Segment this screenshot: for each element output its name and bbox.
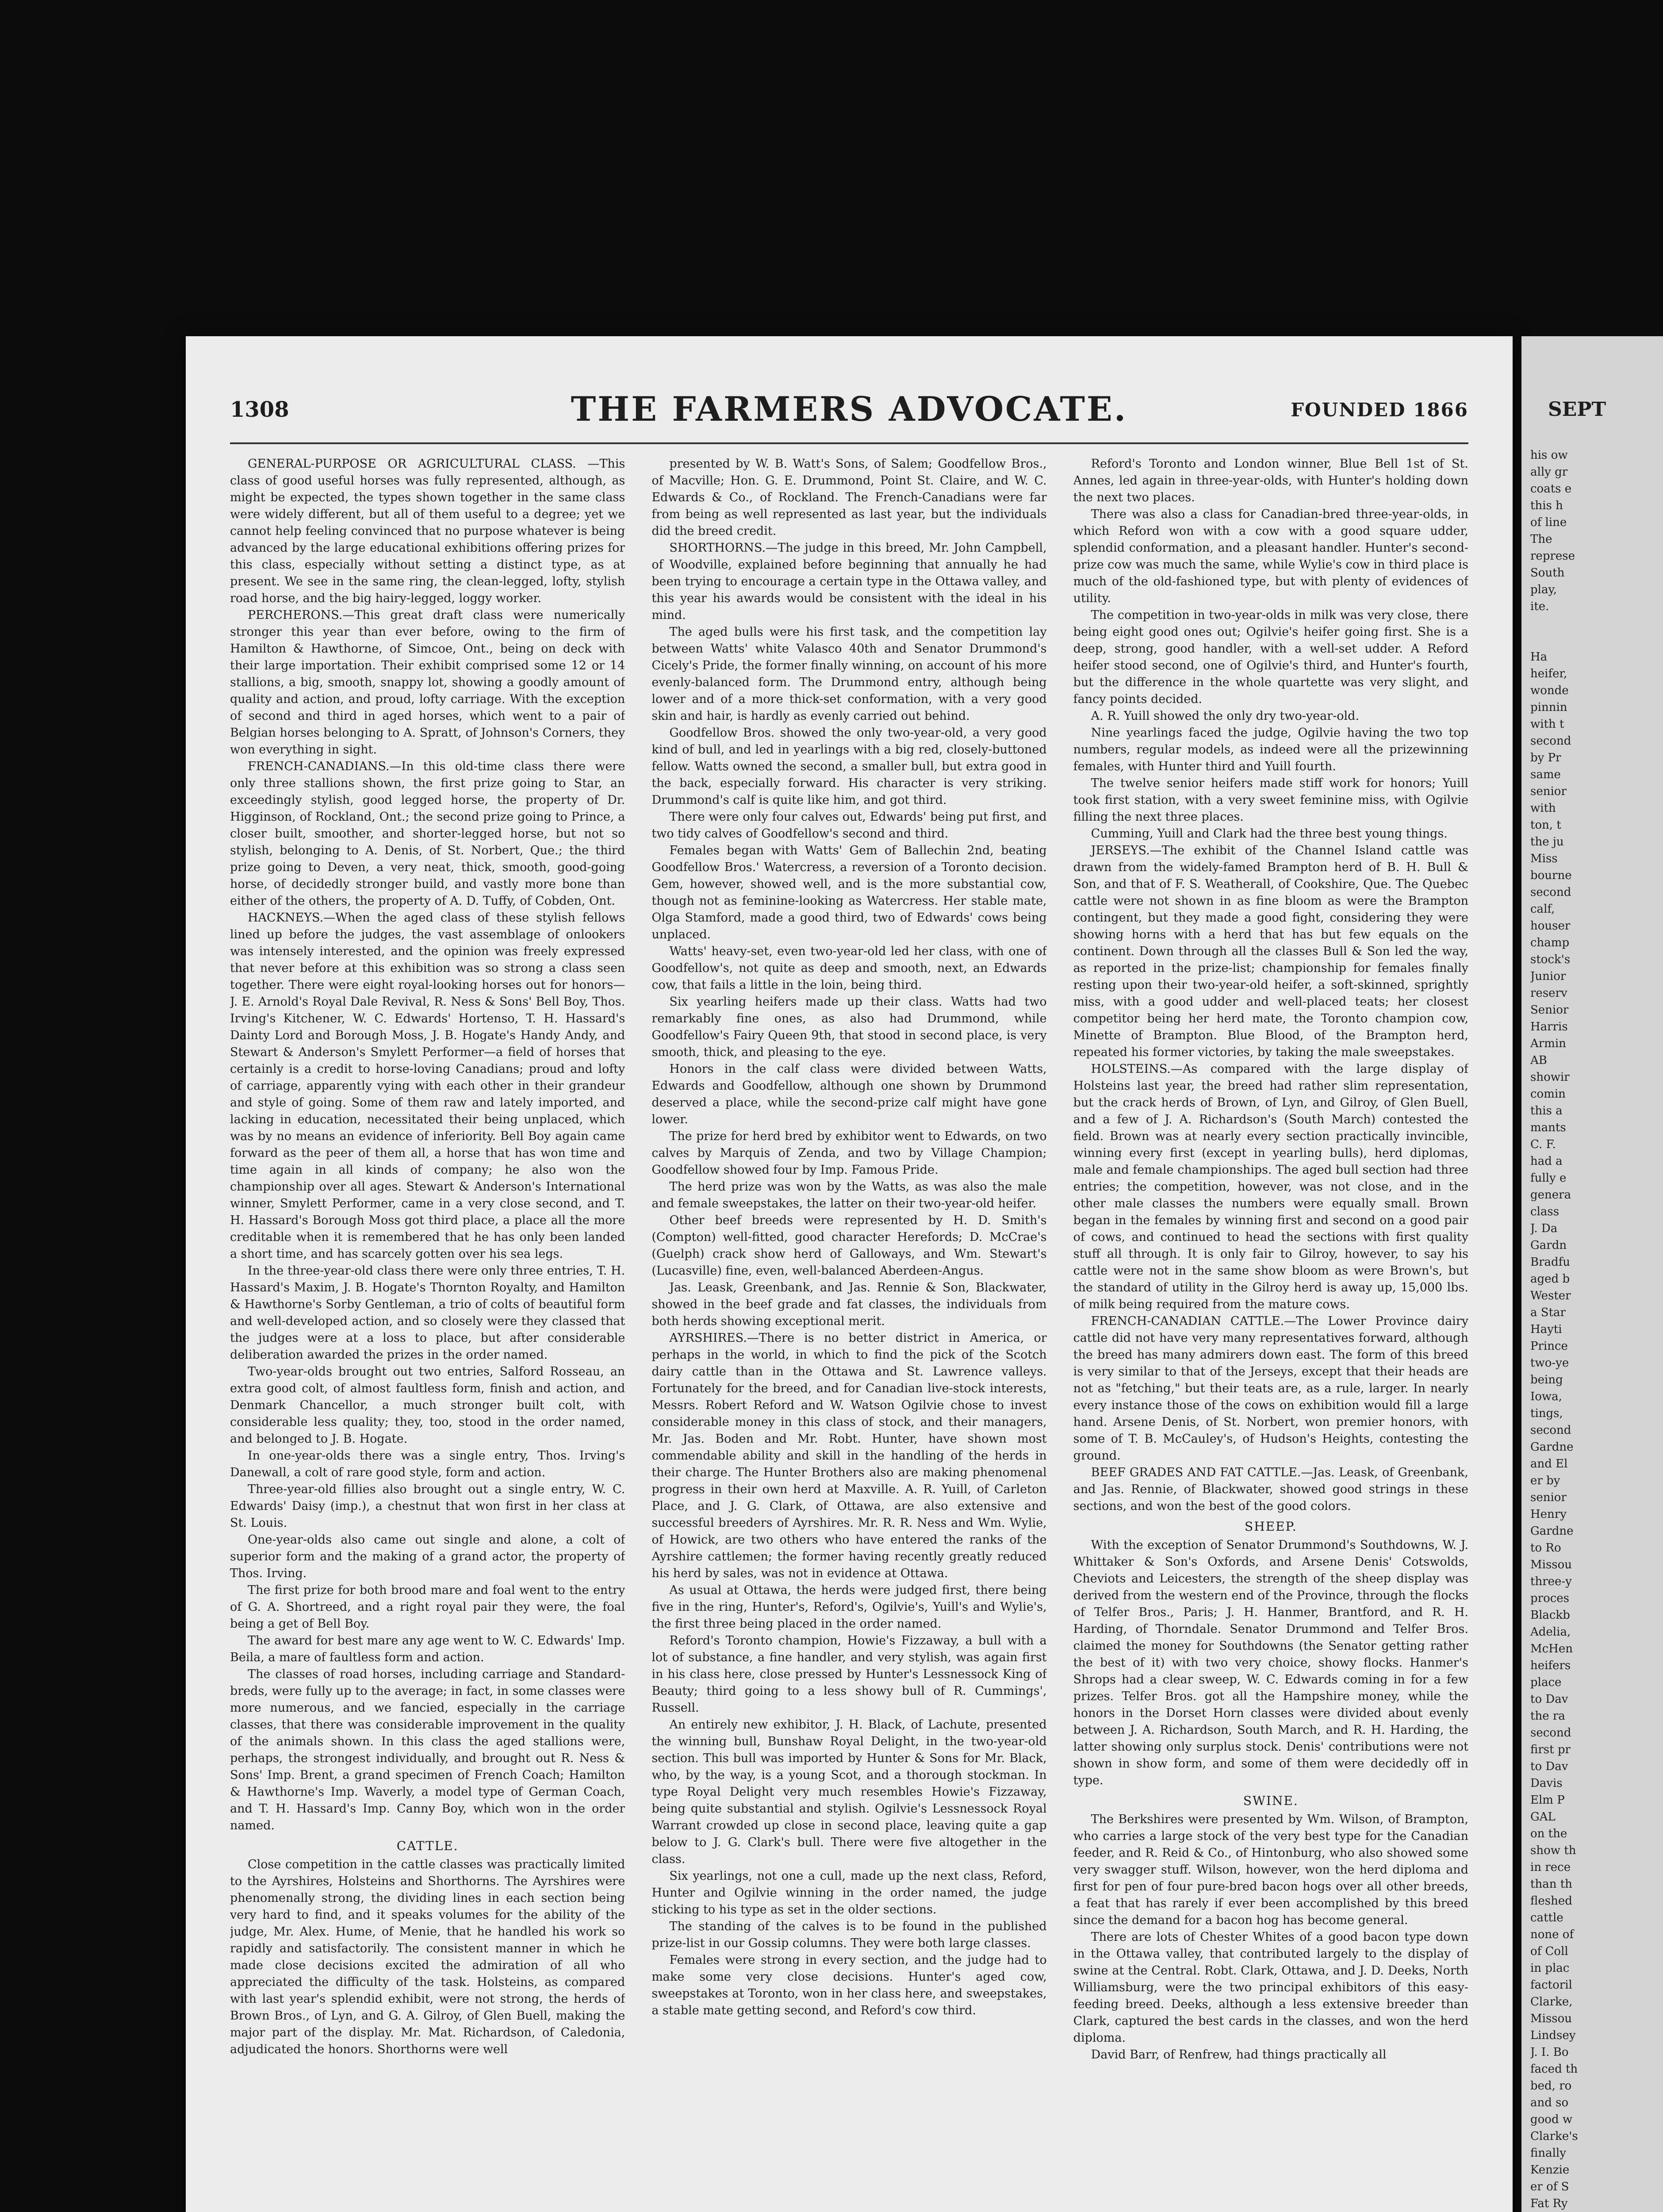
paragraph: HACKNEYS.—When the aged class of these stylish fellows lined up before the judges, the vast assemblage of onlookers was intensely interested, and the opinion was freely expressed that never before at this exhibition was so strong a class seen together. There were eight royal-looking horses out for honors—J. E. Arnold's Royal Dale Revival, R. Ness & Sons' Bell Boy, Thos. Irving's Kitchener, W. C. Edwards' Hortenso, T. H. Hassard's Dainty Lord and Borough Moss, J. B. Hogate's Handy Andy, and Stewart & Anderson's Smylett Performer—a field of horses that certainly is a credit to horse-loving Canadians; proud and lofty of carriage, apparently vying with each other in their grandeur and style of going. Some of them raw and lately imported, and lacking in education, necessitated their being unplaced, which was by no means an evidence of inferiority. Bell Boy again came forward as the peer of them all, a horse that has won time and time again in all kinds of company; he also won the championship over all ages. Stewart & Anderson's International winner, Smylett Performer, came in a very close second, and T. H. Hassard's Borough Moss got third place, a place all the more creditable when it is remembered that he has only been landed a short time, and has scarcely gotten over his sea legs. — [230, 911, 625, 1261]
adjacent-line: cattle — [1530, 1911, 1563, 1924]
paragraph: The prize for herd bred by exhibitor went to Edwards, on two calves by Marquis of Zenda, and two by Village Champion; Goodfellow showed four by Imp. Famous Pride. — [651, 1129, 1047, 1177]
paragraph: Watts' heavy-set, even two-year-old led her class, with one of Goodfellow's, not quite as deep and smooth, next, an Edwards cow, that fails a little in the loin, being third. — [651, 945, 1047, 992]
adjacent-line: mants — [1530, 1121, 1566, 1134]
adjacent-line: being — [1530, 1373, 1563, 1386]
adjacent-line: Gardne — [1530, 1440, 1574, 1454]
paragraph: Cumming, Yuill and Clark had the three best young things. — [1091, 827, 1448, 841]
adjacent-line: Missou — [1530, 2012, 1572, 2025]
founded-line: FOUNDED 1866 — [1291, 399, 1468, 421]
paragraph: The first prize for both brood mare and foal went to the entry of G. A. Shortreed, and a right royal pair they were, the foal being a get of Bell Boy. — [230, 1583, 625, 1631]
adjacent-line: Gardne — [1530, 1525, 1574, 1538]
paragraph: Reford's Toronto champion, Howie's Fizzaway, a bull with a lot of substance, a fine handler, and very stylish, was again first in his class here, close pressed by Hunter's Lessnessock King of Beauty; third going to a less showy bull of R. Cummings', Russell. — [651, 1634, 1047, 1715]
adjacent-line: Elm P — [1530, 1793, 1565, 1807]
paragraph: The Berkshires were presented by Wm. Wilson, of Brampton, who carries a large stock of the very best type for the Canadian feeder, and R. Reid & Co., of Hintonburg, who also showed some very swagger stuff. Wilson, however, won the herd diploma and first for pen of four pure-bred bacon hogs over all other breeds, a feat that has rarely if ever been accomplished by this breed since the demand for a bacon hog has become general. — [1073, 1813, 1468, 1927]
paragraph: Nine yearlings faced the judge, Ogilvie having the two top numbers, regular models, as indeed were all the prizewinning females, with Hunter third and Yuill fourth. — [1073, 726, 1468, 773]
adjacent-line: Bradfu — [1530, 1256, 1571, 1269]
adjacent-line: Henry — [1530, 1508, 1567, 1521]
masthead: THE FARMERS ADVOCATE. — [571, 389, 1128, 429]
adjacent-line: pinnin — [1530, 701, 1567, 714]
adjacent-line: houser — [1530, 919, 1571, 933]
adjacent-line: Prince — [1530, 1340, 1568, 1353]
adjacent-line: by Pr — [1530, 751, 1561, 764]
adjacent-line: a Star — [1530, 1306, 1566, 1319]
adjacent-line: comin — [1530, 1087, 1566, 1101]
section-heading: CATTLE. — [396, 1839, 459, 1853]
paragraph: FRENCH-CANADIAN CATTLE.—The Lower Province dairy cattle did not have very many representatives forward, although the breed has many admirers down east. The form of this breed is very similar to that of the Jerseys, except that their heads are not as "fetching," but their teats are, as a rule, larger. In nearly every instance those of the cows on exhibition would fill a large hand. Arsene Denis, of St. Norbert, won premier honors, with some of T. B. McCauley's, of Hudson's Heights, contesting the ground. — [1073, 1314, 1468, 1463]
section-heading: SWINE. — [1243, 1793, 1299, 1808]
adjacent-line: reserv — [1530, 987, 1567, 1000]
adjacent-line: bed, ro — [1530, 2079, 1572, 2093]
adjacent-page-text — [1530, 447, 1663, 2212]
paragraph: There are lots of Chester Whites of a good bacon type down in the Ottawa valley, that contributed largely to the display of swine at the Central. Robt. Clark, Ottawa, and J. D. Deeks, North Williamsburg, were the two principal exhibitors of this easy-feeding breed. Deeks, although a less extensive breeder than Clark, captured the best cards in the classes, and won the herd diploma. — [1073, 1930, 1468, 2045]
adjacent-line: three-y — [1530, 1575, 1572, 1588]
paragraph: David Barr, of Renfrew, had things practically all — [1091, 2048, 1387, 2062]
adjacent-line: factoril — [1530, 1978, 1572, 1992]
adjacent-line: and El — [1530, 1457, 1568, 1471]
adjacent-line — [1530, 632, 1663, 649]
adjacent-line: senior — [1530, 1491, 1567, 1504]
adjacent-line: stock's — [1530, 953, 1571, 966]
adjacent-line: Adelia, — [1530, 1625, 1571, 1639]
paragraph: The twelve senior heifers made stiff work for honors; Yuill took first station, with a very sweet feminine miss, with Ogilvie filling the next three places. — [1073, 776, 1468, 824]
adjacent-line: finally — [1530, 2147, 1566, 2160]
adjacent-line: the ra — [1530, 1709, 1565, 1723]
column-3 — [1073, 456, 1468, 2212]
adjacent-line: same — [1530, 768, 1561, 781]
article-columns — [230, 456, 1468, 2212]
adjacent-line: on the — [1530, 1827, 1567, 1840]
adjacent-line: in plac — [1530, 1962, 1570, 1975]
adjacent-line: play, — [1530, 583, 1557, 596]
adjacent-line: and so — [1530, 2096, 1569, 2109]
paragraph: GENERAL-PURPOSE OR AGRICULTURAL CLASS. —This class of good useful horses was fully represented, although, as might be expected, the types shown together in the same class were widely different, but all of them useful to a degree; yet we cannot help feeling convinced that no purpose whatever is being advanced by the large educational exhibitions offering prizes for this class, especially without setting a distinct type, as at present. We see in the same ring, the clean-legged, lofty, stylish road horse, and the big hairy-legged, loggy worker. — [230, 457, 625, 605]
adjacent-line: this h — [1530, 499, 1563, 512]
adjacent-line: Missou — [1530, 1558, 1572, 1571]
adjacent-line: none of — [1530, 1928, 1574, 1941]
adjacent-line: to Ro — [1530, 1541, 1561, 1555]
adjacent-line: wonde — [1530, 684, 1569, 697]
adjacent-line: show th — [1530, 1844, 1576, 1857]
adjacent-line: second — [1530, 1726, 1571, 1740]
adjacent-line: this a — [1530, 1104, 1563, 1118]
paragraph: Close competition in the cattle classes was practically limited to the Ayrshires, Holsteins and Shorthorns. The Ayrshires were phenomenally strong, the dividing lines in each section being very hard to find, and it speaks volumes for the ability of the judge, Mr. Alex. Hume, of Menie, that he handled his work so rapidly and satisfactorily. The consistent manner in which he made close decisions excited the admiration of all who appreciated the difficulty of the task. Holsteins, as compared with last year's splendid exhibit, were not strong, the herds of Brown Bros., of Lyn, and G. A. Gilroy, of Glen Buell, making the major part of the display. Mr. Mat. Richardson, of Caledonia, adjudicated the honors. Shorthorns were well — [230, 1858, 625, 2056]
adjacent-line: to Dav — [1530, 1693, 1568, 1706]
column-1 — [230, 456, 625, 2212]
adjacent-line: proces — [1530, 1592, 1570, 1605]
paragraph: The standing of the calves is to be found in the published prize-list in our Gossip columns. They were both large classes. — [651, 1920, 1047, 1950]
adjacent-line: Clarke's — [1530, 2130, 1578, 2143]
adjacent-line: ite. — [1530, 600, 1549, 613]
paragraph: PERCHERONS.—This great draft class were numerically stronger this year than ever before, owing to the firm of Hamilton & Hawthorne, of Simcoe, Ont., being on deck with their large importation. Their exhibit comprised some 12 or 14 stallions, a big, smooth, snappy lot, showing a goodly amount of quality and action, and proud, lofty carriage. With the exception of second and third in aged horses, which went to a pair of Belgian horses belonging to A. Spratt, of Johnson's Corners, they won everything in sight. — [230, 608, 625, 757]
adjacent-line: second — [1530, 886, 1571, 899]
adjacent-line: with t — [1530, 718, 1564, 731]
adjacent-line: Blackb — [1530, 1609, 1570, 1622]
paragraph: There were only four calves out, Edwards' being put first, and two tidy calves of Goodfellow's second and third. — [651, 810, 1047, 841]
paragraph: As usual at Ottawa, the herds were judged first, there being five in the ring, Hunter's, Reford's, Ogilvie's, Yuill's and Wylie's, the first three being placed in the order named. — [651, 1583, 1047, 1631]
adjacent-line: Armin — [1530, 1037, 1566, 1050]
adjacent-line: Gardn — [1530, 1239, 1567, 1252]
adjacent-line: class — [1530, 1205, 1560, 1218]
adjacent-line: J. I. Bo — [1530, 2046, 1569, 2059]
adjacent-line: Junior — [1530, 970, 1566, 983]
adjacent-line: Harris — [1530, 1020, 1568, 1033]
adjacent-line: of Coll — [1530, 1945, 1568, 1958]
paragraph: Honors in the calf class were divided between Watts, Edwards and Goodfellow, although one shown by Drummond deserved a place, while the second-prize calf might have gone lower. — [651, 1062, 1047, 1126]
paragraph: Reford's Toronto and London winner, Blue Bell 1st of St. Annes, led again in three-year-olds, with Hunter's holding down the next two places. — [1073, 457, 1468, 504]
adjacent-line: than th — [1530, 1878, 1572, 1891]
paragraph: With the exception of Senator Drummond's Southdowns, W. J. Whittaker & Son's Oxfords, and Arsene Denis' Cotswolds, Cheviots and Leicesters, the strength of the sheep display was derived from the western end of the Province, through the flocks of Telfer Bros., Paris; J. H. Hanmer, Brantford, and R. H. Harding, of Thorndale. Senator Drummond and Telfer Bros. claimed the money for Southdowns (the Senator getting rather the best of it) with two very choice, showy flocks. Hanmer's Shrops had a clear sweep, W. C. Edwards coming in for a few prizes. Telfer Bros. got all the Hampshire money, while the honors in the Dorset Horn classes were divided about evenly between J. A. Richardson, South March, and R. H. Harding, the latter showing only surplus stock. Denis' contributions were not shown in show form, and some of them were decidedly off in type. — [1073, 1538, 1468, 1787]
adjacent-line: er by — [1530, 1474, 1560, 1487]
adjacent-line: fleshed — [1530, 1894, 1572, 1908]
adjacent-line: with — [1530, 802, 1556, 815]
adjacent-line: C. F. — [1530, 1138, 1556, 1151]
adjacent-line: place — [1530, 1676, 1562, 1689]
paragraph: An entirely new exhibitor, J. H. Black, of Lachute, presented the winning bull, Bunshaw Royal Delight, in the two-year-old section. This bull was imported by Hunter & Sons for Mr. Black, who, by the way, is a young Scot, and a thorough stockman. In type Royal Delight very much resembles Howie's Fizzaway, being quite substantial and stylish. Ogilvie's Lessnessock Royal Warrant crowded up close in second place, leaving quite a gap below to J. G. Clark's bull. There were five altogether in the class. — [651, 1718, 1047, 1866]
adjacent-line: AB — [1530, 1054, 1547, 1067]
adjacent-line: The — [1530, 533, 1552, 546]
paragraph: Jas. Leask, Greenbank, and Jas. Rennie & Son, Blackwater, showed in the beef grade and fat classes, the individuals from both herds showing exceptional merit. — [651, 1281, 1047, 1328]
paragraph: Other beef breeds were represented by H. D. Smith's (Compton) well-fitted, good character Herefords; D. McCrae's (Guelph) crack show herd of Galloways, and Wm. Stewart's (Lucasville) fine, even, well-balanced Aberdeen-Angus. — [651, 1214, 1047, 1278]
adjacent-line: Kenzie — [1530, 2163, 1570, 2177]
adjacent-line: two-ye — [1530, 1356, 1569, 1370]
paragraph: Six yearling heifers made up their class. Watts had two remarkably fine ones, as also had Drummond, while Goodfellow's Fairy Queen 9th, that stood in second place, is very smooth, thick, and pleasing to the eye. — [651, 995, 1047, 1059]
paragraph: The competition in two-year-olds in milk was very close, there being eight good ones out; Ogilvie's heifer going first. She is a deep, strong, good handler, with a well-set udder. A Reford heifer stood second, one of Ogilvie's third, and Hunter's fourth, but the difference in the whole quartette was very slight, and fancy points decided. — [1073, 608, 1468, 706]
adjacent-line: McHen — [1530, 1642, 1573, 1655]
adjacent-line: calf, — [1530, 902, 1555, 916]
page-number: 1308 — [230, 397, 289, 422]
adjacent-line: showir — [1530, 1071, 1570, 1084]
paragraph: SHORTHORNS.—The judge in this breed, Mr. John Campbell, of Woodville, explained before beginning that annually he had been trying to encourage a certain type in the Ottawa valley, and this year his awards would be consistent with the ideal in his mind. — [651, 541, 1047, 622]
page-header — [230, 389, 1468, 442]
adjacent-line: heifers — [1530, 1659, 1571, 1672]
adjacent-line: senior — [1530, 785, 1567, 798]
adjacent-line: in rece — [1530, 1861, 1571, 1874]
adjacent-line: Hayti — [1530, 1323, 1562, 1336]
adjacent-line: Fat Ry — [1530, 2197, 1568, 2210]
paragraph: The classes of road horses, including carriage and Standard-breds, were fully up to the average; in fact, in some classes were more numerous, and we fancied, especially in the carriage classes, that there was considerable improvement in the quality of the animals shown. In this class the aged stallions were, perhaps, the strongest individually, and brought out R. Ness & Sons' Imp. Brent, a grand specimen of French Coach; Hamilton & Hawthorne's Imp. Waverly, a model type of German Coach, and T. H. Hassard's Imp. Canny Boy, which won in the order named. — [230, 1667, 625, 1832]
paragraph: AYRSHIRES.—There is no better district in America, or perhaps in the world, in which to find the pick of the Scotch dairy cattle than in the Ottawa and St. Lawrence valleys. Fortunately for the breed, and for Canadian live-stock interests, Messrs. Robert Reford and W. Watson Ogilvie chose to invest considerable money in this class of stock, and their managers, Mr. Jas. Boden and Mr. Robt. Hunter, have shown most commendable ability and skill in the handling of the herds in their charge. The Hunter Brothers also are making phenomenal progress in their own herd at Maxville. A. R. Yuill, of Carleton Place, and J. G. Clark, of Ottawa, are also extensive and successful breeders of Ayrshires. Mr. R. R. Ness and Wm. Wylie, of Howick, are two others who have entered the ranks of the Ayrshire cattlemen; the former having recently greatly reduced his herd by sales, was not in evidence at Ottawa. — [651, 1331, 1047, 1580]
adjacent-line: to Dav — [1530, 1760, 1568, 1773]
adjacent-line: heifer, — [1530, 667, 1567, 680]
paragraph: BEEF GRADES AND FAT CATTLE.—Jas. Leask, of Greenbank, and Jas. Rennie, of Blackwater, showed good strings in these sections, and won the best of the good colors. — [1073, 1466, 1468, 1513]
adjacent-line: Miss — [1530, 852, 1558, 865]
adjacent-line: ton, t — [1530, 818, 1561, 832]
adjacent-line: good w — [1530, 2113, 1573, 2126]
paragraph: HOLSTEINS.—As compared with the large display of Holsteins last year, the breed had rather slim representation, but the crack herds of Brown, of Lyn, and Gilroy, of Glen Buell, and a few of J. A. Richardson's (South March) contested the field. Brown was at nearly every section practically invincible, winning every first (except in yearling bulls), herd diplomas, male and female championships. The aged bull section had three entries; the competition, however, was not close, and in the other male classes the numbers were equally small. Brown began in the females by winning first and second on a good pair of cows, and continued to head the sections with first quality stuff all through. It is only fair to Gilroy, however, to say his cattle were not in the same show bloom as were Brown's, but the standard of utility in the Gilroy herd is away up, 15,000 lbs. of milk being required from the mature cows. — [1073, 1062, 1468, 1311]
adjacent-line: champ — [1530, 936, 1570, 949]
paragraph: Females were strong in every section, and the judge had to make some very close decisions. Hunter's aged cow, sweepstakes at Toronto, won in her class here, and sweepstakes, a stable mate getting second, and Reford's cow third. — [651, 1953, 1047, 2017]
adjacent-line: his ow — [1530, 449, 1568, 462]
adjacent-line: Senior — [1530, 1003, 1569, 1017]
adjacent-line: Iowa, — [1530, 1390, 1562, 1403]
adjacent-line: J. Da — [1530, 1222, 1558, 1235]
section-heading: SHEEP. — [1245, 1519, 1297, 1534]
paragraph: The aged bulls were his first task, and the competition lay between Watts' white Valasco 40th and Senator Drummond's Cicely's Pride, the former finally winning, on account of his more evenly-balanced form. The Drummond entry, although being lower and of a more thick-set conformation, with a very good skin and hair, is hardly as evenly carried out behind. — [651, 625, 1047, 723]
paragraph: In one-year-olds there was a single entry, Thos. Irving's Danewall, a colt of rare good style, form and action. — [230, 1449, 625, 1479]
adjacent-page-strip — [1521, 336, 1663, 2212]
adjacent-line: coats e — [1530, 482, 1572, 495]
adjacent-line: South — [1530, 566, 1565, 580]
adjacent-page-header: SEPT — [1548, 398, 1606, 421]
paragraph: The herd prize was won by the Watts, as was also the male and female sweepstakes, the latter on their two-year-old heifer. — [651, 1180, 1047, 1210]
adjacent-line: Wester — [1530, 1289, 1571, 1302]
adjacent-line: GAL — [1530, 1810, 1556, 1824]
adjacent-line: aged b — [1530, 1272, 1570, 1286]
paragraph: JERSEYS.—The exhibit of the Channel Island cattle was drawn from the widely-famed Brampton herd of B. H. Bull & Son, and that of F. S. Weatherall, of Cookshire, Que. The Quebec cattle were not shown in as fine bloom as were the Brampton contingent, but they made a good fight, considering they were showing horns with a herd that has but few equals on the continent. Down through all the classes Bull & Son led the way, as reported in the prize-list; championship for females finally resting upon their two-year-old heifer, a soft-skinned, sprightly miss, with a good udder and well-placed teats; her closest competitor being her herd mate, the Toronto champion cow, Minette of Brampton. Blue Blood, of the Brampton herd, repeated his former victories, by taking the male sweepstakes. — [1073, 844, 1468, 1059]
adjacent-line: genera — [1530, 1188, 1571, 1202]
paragraph: Two-year-olds brought out two entries, Salford Rosseau, an extra good colt, of almost faultless form, finish and action, and Denmark Chancellor, a much stronger built colt, with considerable less quality; they, too, stood in the order named, and belonged to J. B. Hogate. — [230, 1365, 625, 1446]
adjacent-line: second — [1530, 1424, 1571, 1437]
paragraph: Females began with Watts' Gem of Ballechin 2nd, beating Goodfellow Bros.' Watercress, a reversion of a Toronto decision. Gem, however, showed well, and is the more substantial cow, though not as feminine-looking as Watercress. Her stable mate, Olga Stamford, made a good third, two of Edwards' cows being unplaced. — [651, 844, 1047, 941]
paragraph: In the three-year-old class there were only three entries, T. H. Hassard's Maxim, J. B. Hogate's Thornton Royalty, and Hamilton & Hawthorne's Sorby Gentleman, a trio of colts of beautiful form and well-developed action, and so closely were they classed that the judges were at a loss to place, but after considerable deliberation awarded the prizes in the order named. — [230, 1264, 625, 1362]
paragraph: The award for best mare any age went to W. C. Edwards' Imp. Beila, a mare of faultless form and action. — [230, 1634, 625, 1664]
adjacent-line: the ju — [1530, 835, 1564, 849]
adjacent-line: tings, — [1530, 1407, 1563, 1420]
paragraph: Three-year-old fillies also brought out a single entry, W. C. Edwards' Daisy (imp.), a chestnut that won first in her class at St. Louis. — [230, 1482, 625, 1530]
adjacent-line: er of S — [1530, 2180, 1569, 2193]
paragraph: Six yearlings, not one a cull, made up the next class, Reford, Hunter and Ogilvie winning in the order named, the judge sticking to his type as set in the older sections. — [651, 1869, 1047, 1916]
adjacent-line: fully e — [1530, 1171, 1567, 1185]
adjacent-line — [1530, 615, 1663, 632]
paragraph: One-year-olds also came out single and alone, a colt of superior form and the making of a grand actor, the property of Thos. Irving. — [230, 1533, 625, 1580]
paragraph: A. R. Yuill showed the only dry two-year-old. — [1091, 709, 1360, 723]
adjacent-line: had a — [1530, 1155, 1563, 1168]
adjacent-line: first pr — [1530, 1743, 1571, 1756]
paragraph: There was also a class for Canadian-bred three-year-olds, in which Reford won with a cow with a good square udder, splendid conformation, and a pleasant handler. Hunter's second-prize cow was much the same, while Wylie's cow in third place is much of the old-fashioned type, but with plenty of evidences of utility. — [1073, 507, 1468, 605]
column-2 — [651, 456, 1046, 2212]
adjacent-line: Clarke, — [1530, 1995, 1573, 2008]
adjacent-line: ally gr — [1530, 465, 1568, 479]
paragraph: Goodfellow Bros. showed the only two-year-old, a very good kind of bull, and led in yearlings with a big red, closely-buttoned fellow. Watts owned the second, a smaller bull, but extra good in the back, especially forward. His character is very striking. Drummond's calf is quite like him, and got third. — [651, 726, 1047, 807]
adjacent-line: of line — [1530, 516, 1567, 529]
adjacent-line: represe — [1530, 549, 1575, 563]
paragraph: FRENCH-CANADIANS.—In this old-time class there were only three stallions shown, the first prize going to Star, an exceedingly stylish, good legged horse, the property of Dr. Higginson, of Rockland, Ont.; the second prize going to Prince, a closer built, smoother, and shorter-legged horse, but not so stylish, belonging to A. Denis, of St. Norbert, Que.; the third prize going to Deven, a very neat, thick, smooth, good-going horse, of decidedly stronger build, and vastly more bone than either of the others, the property of A. D. Tuffy, of Cobden, Ont. — [230, 760, 625, 908]
adjacent-line: Lindsey — [1530, 2029, 1576, 2042]
adjacent-line: Ha — [1530, 650, 1548, 664]
paragraph: presented by W. B. Watt's Sons, of Salem; Goodfellow Bros., of Macville; Hon. G. E. Drummond, Point St. Claire, and W. C. Edwards & Co., of Rockland. The French-Canadians were far from being as well represented as last year, but the individuals did the breed credit. — [651, 457, 1047, 538]
adjacent-line: Davis — [1530, 1777, 1563, 1790]
adjacent-line: faced th — [1530, 2062, 1578, 2076]
header-rule — [230, 442, 1468, 444]
newspaper-page — [186, 336, 1513, 2212]
adjacent-line: second — [1530, 734, 1571, 748]
adjacent-line: bourne — [1530, 869, 1572, 882]
